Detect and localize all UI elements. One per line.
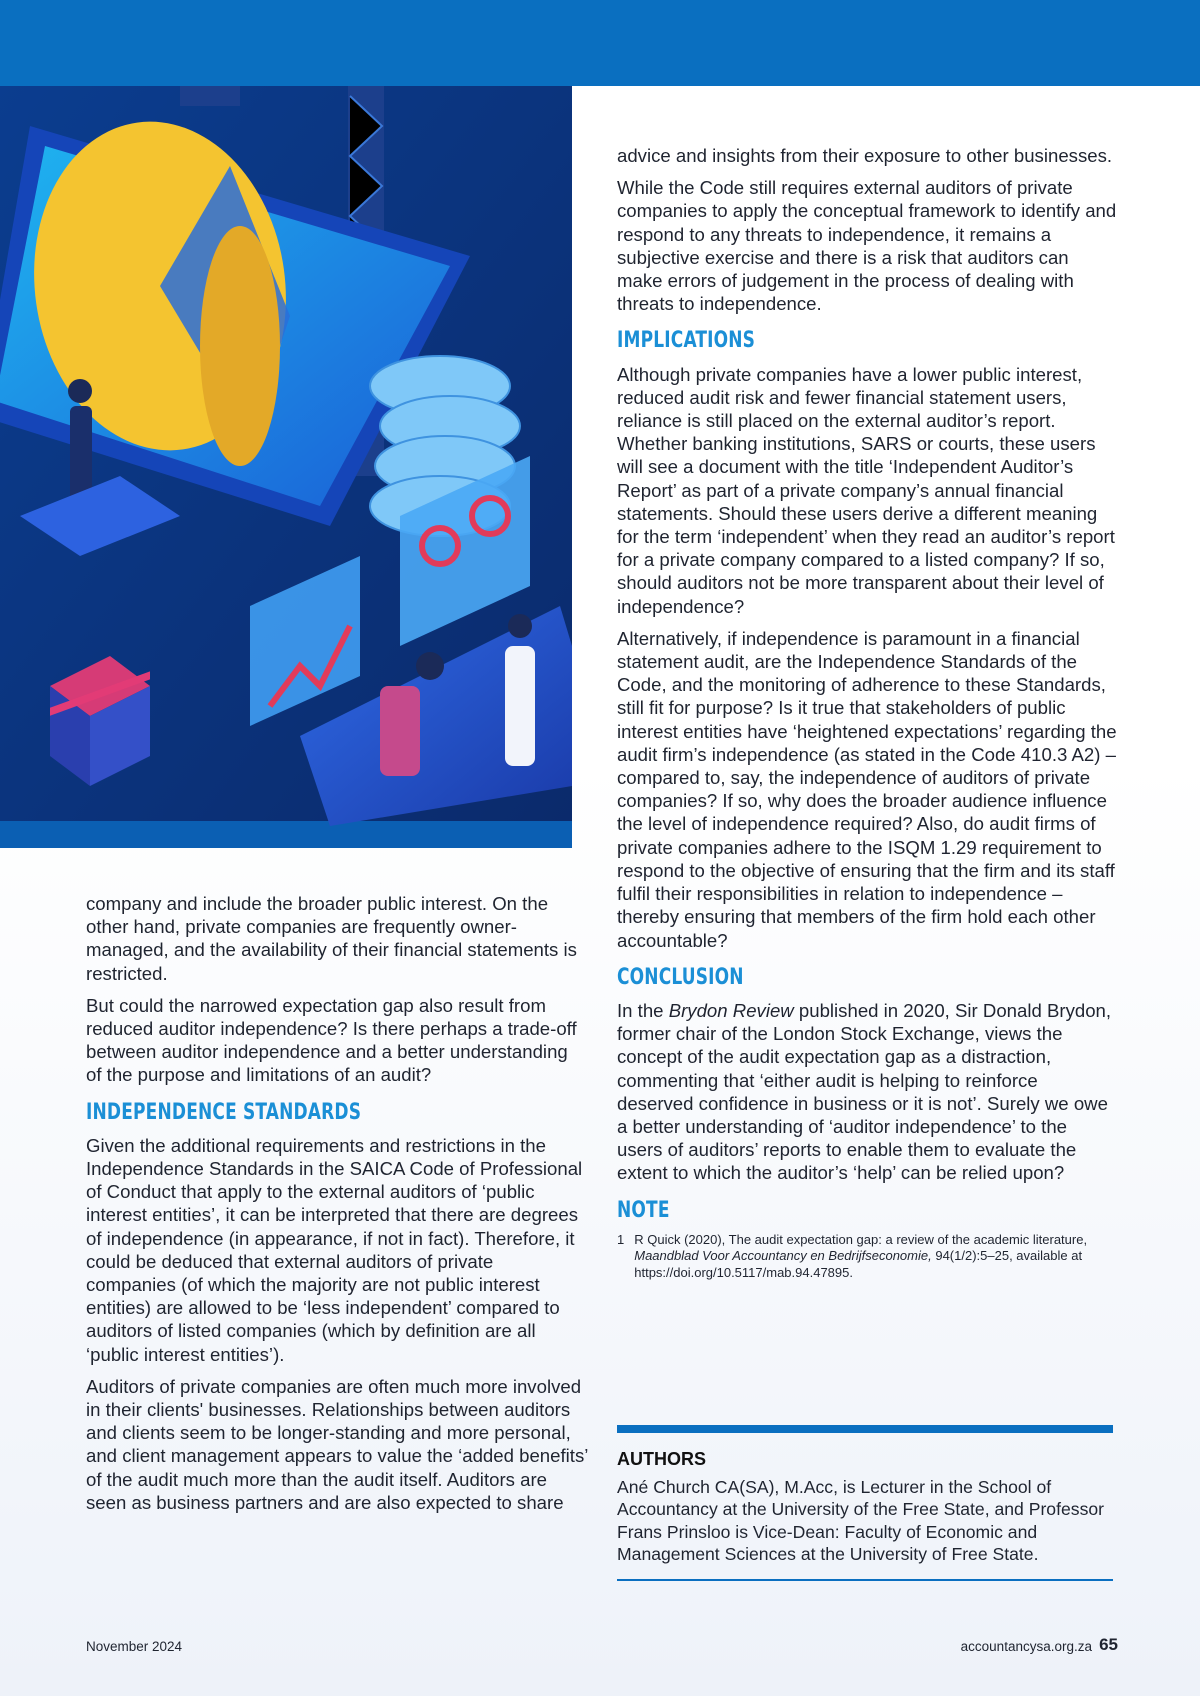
authors-heading: AUTHORS <box>617 1449 706 1469</box>
footnote-number: 1 <box>617 1231 625 1247</box>
footnote-text <box>634 1232 1117 1282</box>
paragraph: But could the narrowed expectation gap also result from reduced auditor independence? Is there perhaps a trade-off between auditor independence and a better understanding of the purpose and limitations of an audit? <box>86 994 577 1086</box>
footer-date: November 2024 <box>86 1639 183 1654</box>
paragraph-conclusion <box>617 999 1117 1185</box>
paragraph: While the Code still requires external auditors of private companies to apply the conceptual framework to identify and respond to any threats to independence, it remains a subjective exercise and there is a risk that auditors can make errors of judgement in the process of dealing with threats to independence. <box>617 177 1117 315</box>
authors-box <box>617 1448 1117 1565</box>
section-heading-note: NOTE <box>617 1197 670 1223</box>
header-bar <box>0 0 1200 86</box>
paragraph: advice and insights from their exposure to other businesses. <box>617 145 1113 166</box>
italic-journal: Maandblad Voor Accountancy en Bedrijfseconomie, <box>634 1248 932 1264</box>
paragraph: Alternatively, if independence is paramount in a financial statement audit, are the Independence Standards of the Code, and the monitoring of adherence to these Standards, still fit for purpose? Is it true that stakeholders of public interest entities have ‘heightened expectations’ regarding the audit firm’s independence (as stated in the Code 410.3 A2) – compared to, say, the independence of auditors of private companies? If so, why does the broader audience influence the level of independence required? Also, do audit firms of private companies adhere to the ISQM 1.29 requirement to respond to the objective of ensuring that the firm and its staff fulfil their responsibilities in relation to independence – thereby ensuring that members of the firm hold each other accountable? <box>617 627 1117 951</box>
text-run: R Quick (2020), The audit expectation gap: a review of the academic literature, <box>634 1231 1088 1247</box>
footer <box>86 1635 1118 1659</box>
divider-thin <box>617 1579 1113 1581</box>
footer-website: accountancysa.org.za <box>960 1639 1092 1654</box>
footnote <box>617 1232 1117 1282</box>
text-run: published in 2020, Sir Donald Brydon, former chair of the London Stock Exchange, views the concept of the audit expectation gap as a distraction, commenting that ‘either audit is helping to reinforce deserved confidence in business or it is not’. Surely we owe a better understanding of ‘auditor independence’ to the users of auditors’ reports to enable them to evaluate the extent to which the auditor’s ‘help’ can be relied upon? <box>617 999 1112 1184</box>
paragraph: company and include the broader public interest. On the other hand, private companies are frequently owner-managed, and the availability of their financial statements is restricted. <box>86 893 577 984</box>
italic-title: Brydon Review <box>668 999 794 1021</box>
paragraph: Given the additional requirements and restrictions in the Independence Standards in the SAICA Code of Professional of Conduct that apply to the external auditors of ‘public interest entities’, it can be interpreted that there are degrees of independence (in appearance, if not in fact). Therefore, it could be deduced that external auditors of private companies (of which the majority are not public interest entities) are allowed to be ‘less independent’ compared to auditors of listed companies (which by definition are all ‘public interest entities’). <box>86 1134 583 1365</box>
left-column <box>86 892 588 1523</box>
paragraph: Auditors of private companies are often much more involved in their clients' businesses. Relationships between auditors and clients seem to be longer-standing and more personal, and client management appears to value the ‘added benefits’ of the audit much more than the audit itself. Auditors are seen as business partners and are also expected to share <box>86 1375 588 1513</box>
section-heading-implications: IMPLICATIONS <box>617 328 756 354</box>
hero-illustration <box>0 86 572 848</box>
authors-text: Ané Church CA(SA), M.Acc, is Lecturer in the School of Accountancy at the University of the Free State, and Professor Frans Prinsloo is Vice-Dean: Faculty of Economic and Management Sciences at the University of Free State. <box>617 1477 1105 1564</box>
text-run: 94(1/2):5–25, available at https://doi.org/10.5117/mab.94.47895. <box>634 1248 1083 1280</box>
section-heading-independence-standards: INDEPENDENCE STANDARDS <box>86 1099 362 1125</box>
page-number: 65 <box>1099 1635 1118 1654</box>
section-heading-conclusion: CONCLUSION <box>617 964 744 990</box>
text-run: In the <box>617 999 669 1021</box>
divider-thick <box>617 1425 1113 1433</box>
paragraph: Although private companies have a lower public interest, reduced audit risk and fewer financial statement users, reliance is still placed on the external auditor’s report. Whether banking institutions, SARS or courts, these users will see a document with the title ‘Independent Auditor’s Report’ as part of a private company’s annual financial statements. Should these users derive a different meaning for the term ‘independent’ when they read an auditor’s report for a private company compared to a listed company? If so, should auditors not be more transparent about their level of independence? <box>617 363 1115 617</box>
right-column <box>617 144 1117 1281</box>
